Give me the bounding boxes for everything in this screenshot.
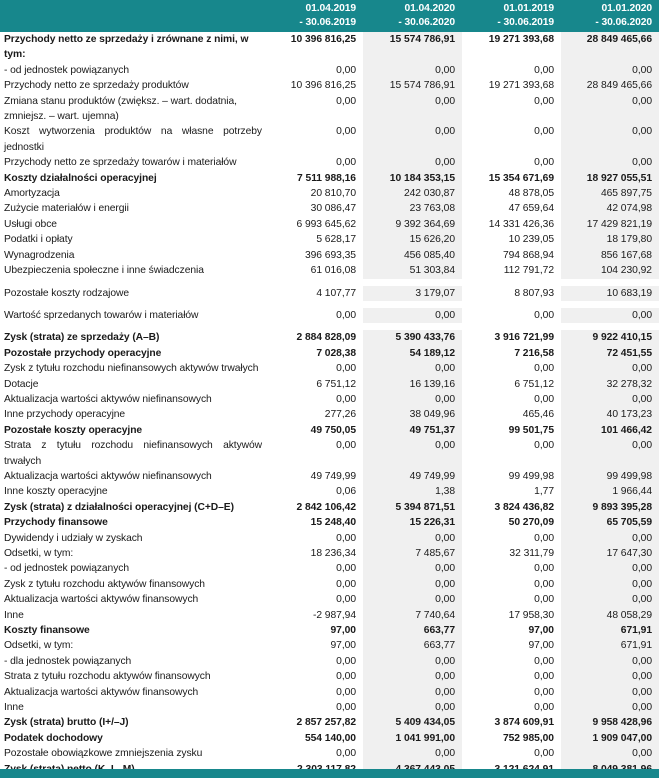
period-2-end: - 30.06.2020 bbox=[398, 16, 455, 28]
row-value-period-4: 0,00 bbox=[561, 392, 659, 407]
row-value-period-1: 15 248,40 bbox=[310, 517, 356, 529]
row-value-period-3: 15 354 671,69 bbox=[488, 172, 554, 184]
row-value-period-2: 16 139,16 bbox=[363, 377, 462, 392]
row-value-period-1: 0,00 bbox=[336, 157, 356, 169]
row-label: Wynagrodzenia bbox=[4, 249, 75, 261]
row-value-period-4: 99 499,98 bbox=[561, 469, 659, 484]
row-label: Ubezpieczenia społeczne i inne świadczenia bbox=[4, 265, 204, 277]
footer-bar bbox=[0, 769, 659, 778]
row-value-period-1: 6 751,12 bbox=[316, 378, 356, 390]
spacer-cell bbox=[0, 323, 659, 330]
row-value-period-1: -2 987,94 bbox=[312, 609, 356, 621]
row-value-period-3: 97,00 bbox=[528, 640, 554, 652]
table-row bbox=[0, 186, 659, 201]
row-label: Zysk (strata) brutto (I+/–J) bbox=[4, 717, 129, 729]
table-spacer-row bbox=[0, 279, 659, 286]
row-value-period-4: 0,00 bbox=[561, 592, 659, 607]
row-value-period-1: 0,00 bbox=[336, 671, 356, 683]
period-4-start: 01.01.2020 bbox=[601, 3, 652, 14]
row-value-period-4: 42 074,98 bbox=[561, 201, 659, 216]
row-value-period-3: 112 791,72 bbox=[503, 265, 554, 277]
row-label: - od jednostek powiązanych bbox=[4, 563, 129, 575]
row-value-period-3: 0,00 bbox=[534, 64, 554, 76]
row-value-period-2: 0,00 bbox=[363, 438, 462, 469]
row-value-period-3: 99 501,75 bbox=[508, 424, 554, 436]
row-value-period-1: 396 693,35 bbox=[304, 249, 356, 261]
row-value-period-2: 10 184 353,15 bbox=[363, 171, 462, 186]
row-value-period-2: 0,00 bbox=[363, 63, 462, 78]
table-row bbox=[0, 484, 659, 499]
row-value-period-4: 0,00 bbox=[561, 361, 659, 376]
table-row bbox=[0, 608, 659, 623]
row-value-period-1: 61 016,08 bbox=[310, 265, 356, 277]
row-value-period-2: 9 392 364,69 bbox=[363, 217, 462, 232]
row-label: Zysk z tytułu rozchodu niefinansowych aktywów trwałych bbox=[4, 363, 259, 375]
row-value-period-2: 3 179,07 bbox=[363, 286, 462, 301]
header-row bbox=[0, 0, 659, 32]
row-value-period-1: 0,00 bbox=[336, 95, 356, 107]
period-3-end: - 30.06.2019 bbox=[497, 16, 554, 28]
table-row bbox=[0, 361, 659, 376]
row-value-period-3: 0,00 bbox=[534, 686, 554, 698]
row-value-period-1: 0,00 bbox=[336, 64, 356, 76]
table-row bbox=[0, 577, 659, 592]
row-value-period-3: 465,46 bbox=[522, 409, 554, 421]
row-label: Przychody netto ze sprzedaży towarów i materiałów bbox=[4, 157, 237, 169]
row-value-period-4: 0,00 bbox=[561, 700, 659, 715]
row-label: Amortyzacja bbox=[4, 188, 60, 200]
row-value-period-4: 28 849 465,66 bbox=[561, 32, 659, 63]
row-label: Pozostałe koszty operacyjne bbox=[4, 424, 143, 436]
row-value-period-2: 0,00 bbox=[363, 746, 462, 761]
row-label: Inne przychody operacyjne bbox=[4, 409, 126, 421]
row-value-period-1: 2 884 828,09 bbox=[296, 332, 356, 344]
table-row bbox=[0, 561, 659, 576]
row-value-period-3: 8 807,93 bbox=[514, 287, 554, 299]
row-value-period-3: 0,00 bbox=[534, 393, 554, 405]
row-value-period-4: 0,00 bbox=[561, 561, 659, 576]
period-3-start: 01.01.2019 bbox=[503, 3, 554, 14]
row-value-period-4: 18 179,80 bbox=[561, 232, 659, 247]
row-value-period-3: 14 331 426,36 bbox=[488, 218, 554, 230]
table-row bbox=[0, 407, 659, 422]
row-label: Aktualizacja wartości aktywów niefinansowych bbox=[4, 470, 212, 482]
row-value-period-4: 671,91 bbox=[561, 638, 659, 653]
table-row bbox=[0, 423, 659, 438]
row-label: Wartość sprzedanych towarów i materiałów bbox=[4, 309, 199, 321]
row-label: Aktualizacja wartości aktywów finansowych bbox=[4, 594, 199, 606]
row-value-period-2: 23 763,08 bbox=[363, 201, 462, 216]
row-value-period-2: 1 041 991,00 bbox=[363, 731, 462, 746]
row-value-period-2: 0,00 bbox=[363, 392, 462, 407]
row-value-period-3: 19 271 393,68 bbox=[488, 80, 554, 92]
row-label: Przychody netto ze sprzedaży i zrównane z nimi, w tym: bbox=[4, 34, 249, 61]
row-label: Inne bbox=[4, 609, 24, 621]
row-value-period-3: 47 659,64 bbox=[508, 203, 554, 215]
row-value-period-2: 1,38 bbox=[363, 484, 462, 499]
row-value-period-3: 7 216,58 bbox=[514, 347, 554, 359]
row-value-period-3: 794 868,94 bbox=[502, 249, 554, 261]
row-label: Inne koszty operacyjne bbox=[4, 486, 108, 498]
row-label: Koszty działalności operacyjnej bbox=[4, 172, 157, 184]
row-value-period-2: 0,00 bbox=[363, 669, 462, 684]
row-value-period-3: 19 271 393,68 bbox=[488, 34, 554, 45]
row-label: Strata z tytułu rozchodu niefinansowych aktywów trwałych bbox=[4, 440, 262, 467]
row-value-period-2: 242 030,87 bbox=[363, 186, 462, 201]
row-value-period-3: 1,77 bbox=[534, 486, 554, 498]
table-row bbox=[0, 377, 659, 392]
row-label: Koszt wytworzenia produktów na własne potrzeby jednostki bbox=[4, 126, 262, 153]
row-value-period-1: 49 750,05 bbox=[310, 424, 356, 436]
row-value-period-1: 10 396 816,25 bbox=[290, 34, 356, 45]
table-row bbox=[0, 330, 659, 345]
period-1-end: - 30.06.2019 bbox=[299, 16, 356, 28]
row-value-period-3: 10 239,05 bbox=[508, 234, 554, 246]
row-value-period-3: 0,00 bbox=[534, 126, 554, 138]
table-body bbox=[0, 32, 659, 777]
table-row bbox=[0, 263, 659, 278]
row-value-period-4: 0,00 bbox=[561, 308, 659, 323]
table-row bbox=[0, 531, 659, 546]
row-value-period-2: 663,77 bbox=[363, 623, 462, 638]
row-value-period-1: 0,00 bbox=[336, 578, 356, 590]
row-value-period-1: 0,00 bbox=[336, 594, 356, 606]
period-1-start: 01.04.2019 bbox=[305, 3, 356, 14]
row-value-period-1: 0,00 bbox=[336, 748, 356, 760]
row-value-period-2: 7 485,67 bbox=[363, 546, 462, 561]
spacer-cell bbox=[0, 301, 659, 308]
row-value-period-4: 28 849 465,66 bbox=[561, 78, 659, 93]
table-row bbox=[0, 286, 659, 301]
row-value-period-4: 104 230,92 bbox=[561, 263, 659, 278]
row-label: Dywidendy i udziały w zyskach bbox=[4, 532, 143, 544]
table-row bbox=[0, 78, 659, 93]
row-value-period-3: 97,00 bbox=[528, 625, 554, 637]
table-row bbox=[0, 592, 659, 607]
row-label: Pozostałe przychody operacyjne bbox=[4, 347, 162, 359]
row-value-period-1: 10 396 816,25 bbox=[290, 80, 356, 92]
row-value-period-3: 32 311,79 bbox=[509, 548, 554, 559]
table-row bbox=[0, 308, 659, 323]
row-value-period-4: 465 897,75 bbox=[561, 186, 659, 201]
table-row bbox=[0, 171, 659, 186]
table-row bbox=[0, 392, 659, 407]
row-value-period-2: 15 226,31 bbox=[363, 515, 462, 530]
row-label: Usługi obce bbox=[4, 218, 57, 230]
row-value-period-2: 49 749,99 bbox=[363, 469, 462, 484]
row-value-period-1: 4 107,77 bbox=[316, 287, 356, 299]
row-value-period-3: 3 824 436,82 bbox=[494, 501, 554, 513]
row-value-period-4: 671,91 bbox=[561, 623, 659, 638]
row-value-period-3: 48 878,05 bbox=[508, 188, 554, 200]
table-row bbox=[0, 546, 659, 561]
row-value-period-1: 49 749,99 bbox=[310, 470, 356, 482]
table-header bbox=[0, 0, 659, 32]
row-value-period-4: 9 893 395,28 bbox=[561, 500, 659, 515]
table-row bbox=[0, 623, 659, 638]
row-value-period-4: 1 966,44 bbox=[561, 484, 659, 499]
row-value-period-4: 9 922 410,15 bbox=[561, 330, 659, 345]
table-spacer-row bbox=[0, 301, 659, 308]
row-value-period-3: 0,00 bbox=[534, 309, 554, 321]
row-label: Przychody netto ze sprzedaży produktów bbox=[4, 80, 189, 92]
table-row bbox=[0, 669, 659, 684]
row-value-period-4: 0,00 bbox=[561, 531, 659, 546]
row-label: Zysk (strata) z działalności operacyjnej (C+D–E) bbox=[4, 501, 234, 513]
row-value-period-2: 5 390 433,76 bbox=[363, 330, 462, 345]
row-value-period-2: 51 303,84 bbox=[363, 263, 462, 278]
row-value-period-4: 10 683,19 bbox=[561, 286, 659, 301]
row-value-period-1: 6 993 645,62 bbox=[296, 218, 356, 230]
row-label: - dla jednostek powiązanych bbox=[4, 655, 132, 667]
header-cell-period-2 bbox=[363, 0, 462, 32]
row-value-period-1: 97,00 bbox=[330, 640, 356, 652]
row-value-period-1: 0,00 bbox=[336, 686, 356, 698]
row-value-period-1: 7 511 988,16 bbox=[297, 172, 356, 184]
row-value-period-4: 0,00 bbox=[561, 669, 659, 684]
row-value-period-1: 5 628,17 bbox=[316, 234, 356, 246]
row-value-period-1: 0,00 bbox=[336, 393, 356, 405]
row-value-period-4: 40 173,23 bbox=[561, 407, 659, 422]
table-row bbox=[0, 515, 659, 530]
row-value-period-2: 0,00 bbox=[363, 685, 462, 700]
row-value-period-1: 20 810,70 bbox=[310, 188, 356, 200]
row-value-period-3: 0,00 bbox=[534, 440, 554, 452]
period-4-end: - 30.06.2020 bbox=[595, 16, 652, 28]
row-label: Inne bbox=[4, 702, 24, 714]
row-label: - od jednostek powiązanych bbox=[4, 64, 129, 76]
row-value-period-3: 17 958,30 bbox=[508, 609, 554, 621]
table-row bbox=[0, 438, 659, 469]
row-value-period-3: 0,00 bbox=[534, 563, 554, 575]
row-value-period-2: 0,00 bbox=[363, 577, 462, 592]
row-value-period-1: 0,00 bbox=[336, 655, 356, 667]
row-label: Przychody finansowe bbox=[4, 517, 108, 529]
row-value-period-3: 0,00 bbox=[534, 655, 554, 667]
row-value-period-3: 0,00 bbox=[534, 363, 554, 375]
row-value-period-3: 0,00 bbox=[534, 578, 554, 590]
row-value-period-2: 0,00 bbox=[363, 531, 462, 546]
header-cell-label bbox=[0, 0, 268, 32]
row-value-period-1: 7 028,38 bbox=[316, 347, 356, 359]
row-value-period-4: 0,00 bbox=[561, 577, 659, 592]
table-row bbox=[0, 32, 659, 63]
row-label: Zmiana stanu produktów (zwiększ. – wart. dodatnia, zmniejsz. – wart. ujemna) bbox=[4, 95, 237, 123]
table-row bbox=[0, 346, 659, 361]
row-value-period-2: 0,00 bbox=[363, 654, 462, 669]
row-value-period-2: 0,00 bbox=[363, 561, 462, 576]
row-value-period-4: 0,00 bbox=[561, 438, 659, 469]
row-value-period-2: 0,00 bbox=[363, 308, 462, 323]
row-value-period-1: 0,00 bbox=[336, 563, 356, 575]
table-row bbox=[0, 469, 659, 484]
row-value-period-4: 32 278,32 bbox=[561, 377, 659, 392]
row-value-period-3: 0,00 bbox=[534, 748, 554, 760]
row-value-period-4: 65 705,59 bbox=[561, 515, 659, 530]
row-value-period-4: 17 647,30 bbox=[561, 546, 659, 561]
row-value-period-4: 18 927 055,51 bbox=[561, 171, 659, 186]
row-label: Aktualizacja wartości aktywów finansowych bbox=[4, 686, 199, 698]
row-value-period-4: 72 451,55 bbox=[561, 346, 659, 361]
table-row bbox=[0, 217, 659, 232]
row-value-period-3: 752 985,00 bbox=[502, 732, 554, 744]
row-value-period-4: 0,00 bbox=[561, 746, 659, 761]
row-value-period-3: 0,00 bbox=[534, 594, 554, 606]
row-value-period-3: 0,00 bbox=[534, 157, 554, 169]
row-value-period-3: 99 499,98 bbox=[508, 470, 554, 482]
row-value-period-2: 5 409 434,05 bbox=[363, 715, 462, 730]
row-value-period-3: 6 751,12 bbox=[514, 378, 554, 390]
row-value-period-2: 0,00 bbox=[363, 592, 462, 607]
table-row bbox=[0, 638, 659, 653]
row-value-period-2: 663,77 bbox=[363, 638, 462, 653]
row-label: Dotacje bbox=[4, 378, 39, 390]
table-row bbox=[0, 155, 659, 170]
row-value-period-2: 0,00 bbox=[363, 361, 462, 376]
row-value-period-3: 0,00 bbox=[534, 95, 554, 107]
row-value-period-4: 17 429 821,19 bbox=[561, 217, 659, 232]
row-value-period-4: 856 167,68 bbox=[561, 248, 659, 263]
row-value-period-2: 15 574 786,91 bbox=[363, 78, 462, 93]
row-value-period-2: 456 085,40 bbox=[363, 248, 462, 263]
row-value-period-4: 48 058,29 bbox=[561, 608, 659, 623]
row-label: Pozostałe obowiązkowe zmniejszenia zysku bbox=[4, 748, 203, 760]
row-value-period-4: 1 909 047,00 bbox=[561, 731, 659, 746]
row-value-period-1: 0,00 bbox=[336, 126, 356, 138]
row-value-period-3: 3 916 721,99 bbox=[494, 332, 554, 344]
row-value-period-2: 15 626,20 bbox=[363, 232, 462, 247]
table-row bbox=[0, 715, 659, 730]
table-row bbox=[0, 685, 659, 700]
row-value-period-4: 0,00 bbox=[561, 63, 659, 78]
row-value-period-1: 18 236,34 bbox=[310, 548, 356, 559]
row-value-period-2: 54 189,12 bbox=[363, 346, 462, 361]
header-cell-period-3 bbox=[462, 0, 561, 32]
row-value-period-2: 5 394 871,51 bbox=[363, 500, 462, 515]
table-row bbox=[0, 746, 659, 761]
row-value-period-4: 0,00 bbox=[561, 124, 659, 155]
row-label: Pozostałe koszty rodzajowe bbox=[4, 287, 129, 299]
row-label: Podatki i opłaty bbox=[4, 234, 73, 246]
table-row bbox=[0, 124, 659, 155]
table-row bbox=[0, 63, 659, 78]
row-value-period-1: 0,00 bbox=[336, 702, 356, 714]
row-label: Zysk z tytułu rozchodu aktywów finansowych bbox=[4, 578, 205, 590]
table-row bbox=[0, 731, 659, 746]
row-value-period-4: 101 466,42 bbox=[561, 423, 659, 438]
row-value-period-2: 0,00 bbox=[363, 155, 462, 170]
row-label: Zużycie materiałów i energii bbox=[4, 203, 129, 215]
row-value-period-4: 0,00 bbox=[561, 94, 659, 125]
row-value-period-1: 277,26 bbox=[324, 409, 356, 421]
header-cell-period-1 bbox=[268, 0, 363, 32]
row-value-period-1: 97,00 bbox=[330, 625, 356, 637]
row-value-period-3: 3 874 609,91 bbox=[494, 717, 554, 729]
row-value-period-1: 0,00 bbox=[336, 363, 356, 375]
row-value-period-2: 38 049,96 bbox=[363, 407, 462, 422]
row-value-period-4: 0,00 bbox=[561, 685, 659, 700]
row-label: Odsetki, w tym: bbox=[4, 640, 74, 652]
row-value-period-3: 0,00 bbox=[534, 702, 554, 714]
table-row bbox=[0, 248, 659, 263]
row-value-period-2: 49 751,37 bbox=[363, 423, 462, 438]
row-value-period-1: 0,06 bbox=[336, 486, 356, 498]
row-label: Koszty finansowe bbox=[4, 625, 90, 637]
table-row bbox=[0, 201, 659, 216]
header-cell-period-4 bbox=[561, 0, 659, 32]
row-value-period-3: 0,00 bbox=[534, 532, 554, 544]
row-label: Aktualizacja wartości aktywów niefinansowych bbox=[4, 393, 212, 405]
spacer-cell bbox=[0, 279, 659, 286]
row-value-period-1: 0,00 bbox=[336, 532, 356, 544]
row-value-period-1: 30 086,47 bbox=[310, 203, 356, 215]
table-row bbox=[0, 232, 659, 247]
row-value-period-4: 9 958 428,96 bbox=[561, 715, 659, 730]
row-value-period-3: 0,00 bbox=[534, 671, 554, 683]
row-value-period-2: 0,00 bbox=[363, 700, 462, 715]
period-2-start: 01.04.2020 bbox=[404, 3, 455, 14]
table-row bbox=[0, 654, 659, 669]
row-value-period-2: 7 740,64 bbox=[363, 608, 462, 623]
row-label: Zysk (strata) ze sprzedaży (A–B) bbox=[4, 332, 160, 344]
row-value-period-2: 15 574 786,91 bbox=[363, 32, 462, 63]
table-row bbox=[0, 94, 659, 125]
row-value-period-1: 554 140,00 bbox=[304, 732, 356, 744]
row-value-period-1: 2 842 106,42 bbox=[296, 501, 356, 513]
row-value-period-4: 0,00 bbox=[561, 654, 659, 669]
row-value-period-4: 0,00 bbox=[561, 155, 659, 170]
table-row bbox=[0, 700, 659, 715]
row-value-period-1: 2 857 257,82 bbox=[296, 717, 356, 729]
row-label: Strata z tytułu rozchodu aktywów finansowych bbox=[4, 671, 211, 683]
table-spacer-row bbox=[0, 323, 659, 330]
row-label: Podatek dochodowy bbox=[4, 732, 103, 744]
row-value-period-1: 0,00 bbox=[336, 309, 356, 321]
row-label: Odsetki, w tym: bbox=[4, 548, 74, 559]
row-value-period-1: 0,00 bbox=[336, 440, 356, 452]
table-row bbox=[0, 500, 659, 515]
row-value-period-2: 0,00 bbox=[363, 94, 462, 125]
row-value-period-3: 50 270,09 bbox=[508, 517, 554, 529]
row-value-period-2: 0,00 bbox=[363, 124, 462, 155]
